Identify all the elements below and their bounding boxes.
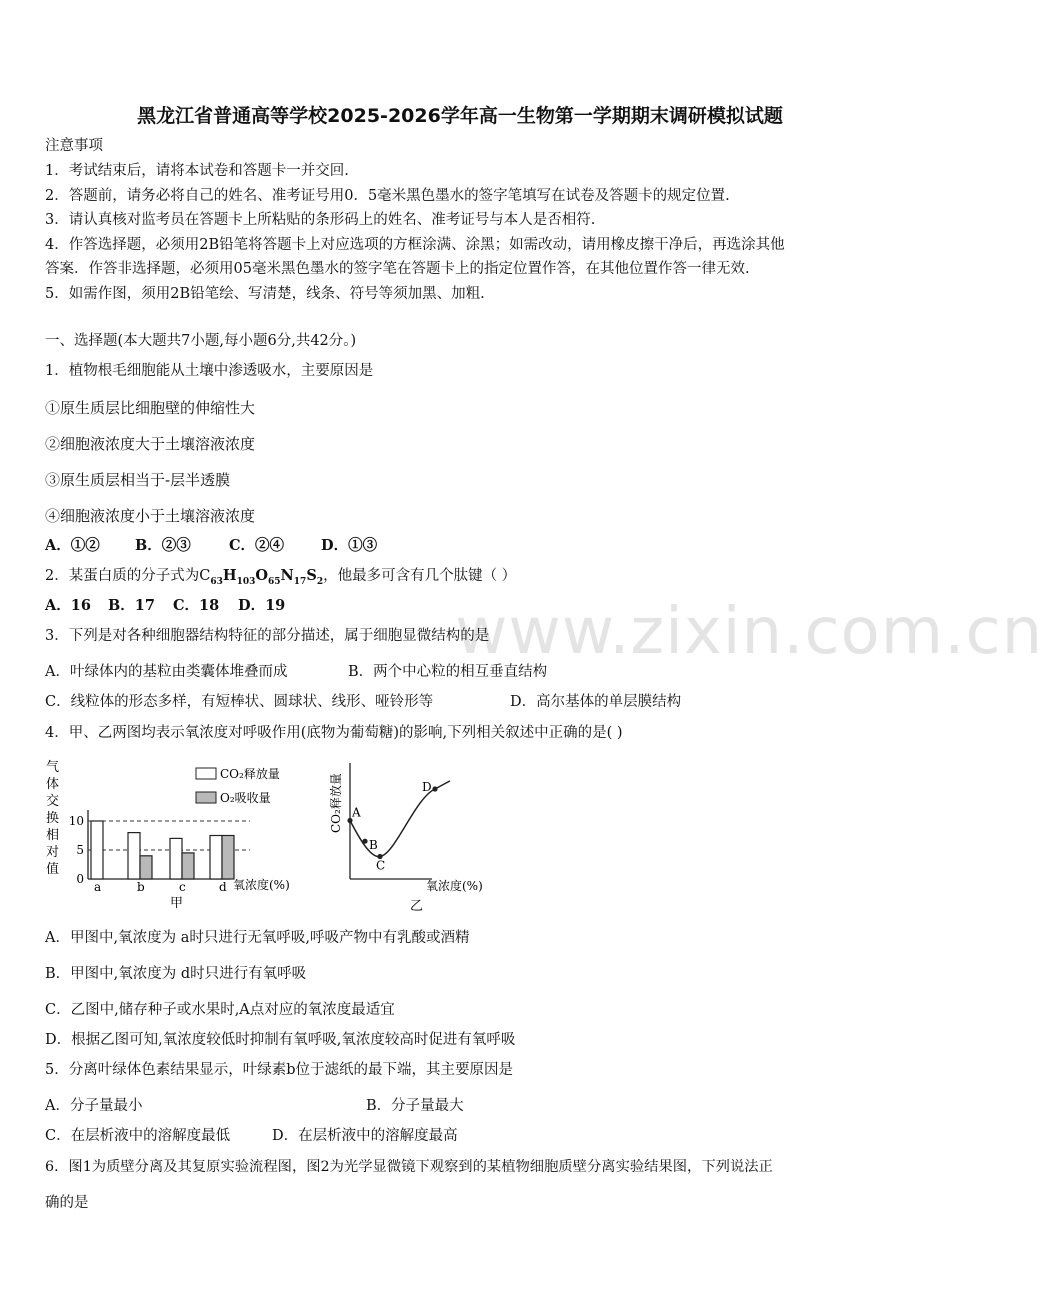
y-axis-label-char: 相 <box>46 828 60 843</box>
curve-line <box>350 781 450 857</box>
point-d <box>432 786 437 791</box>
bar-co2 <box>210 836 222 880</box>
option-c: C．18 <box>173 597 220 614</box>
option-c: C．线粒体的形态多样，有短棒状、圆球状、线形、哑铃形等 <box>45 694 434 710</box>
option-d: D．根据乙图可知,氧浓度较低时抑制有氧呼吸,氧浓度较高时促进有氧呼吸 <box>45 1032 516 1048</box>
y-axis-label-char: 换 <box>46 811 60 826</box>
x-axis-label: 氧浓度(%) <box>233 878 290 892</box>
notice-item: 2．答题前，请务必将自己的姓名、准考证号用0．5毫米黑色墨水的签字笔填写在试卷及答题卡的规定位置. <box>45 188 730 204</box>
option-a: A．甲图中,氧浓度为 a时只进行无氧呼吸,呼吸产物中有乳酸或酒精 <box>45 930 470 946</box>
notice-item: 答案．作答非选择题，必须用05毫米黑色墨水的签字笔在答题卡上的指定位置作答，在其他位置作答一律无效. <box>45 261 750 277</box>
chart-title: 甲 <box>170 896 184 911</box>
bar-co2 <box>170 838 182 879</box>
question-5-stem: 5．分离叶绿体色素结果显示，叶绿素b位于滤纸的最下端，其主要原因是 <box>45 1062 514 1078</box>
y-tick-label: 10 <box>68 814 84 828</box>
option-d: D．①③ <box>321 537 378 554</box>
page-title: 黑龙江省普通高等学校2025-2026学年高一生物第一学期期末调研模拟试题 <box>137 105 783 127</box>
bar-o2 <box>140 856 152 879</box>
y-axis-label-char: 对 <box>46 845 60 860</box>
notice-item: 1．考试结束后，请将本试卷和答题卡一并交回. <box>45 163 349 179</box>
x-axis-label: 氧浓度(%) <box>426 879 483 893</box>
legend-co2: CO₂释放量 <box>220 767 280 781</box>
legend-o2: O₂吸收量 <box>220 791 271 805</box>
question-2-stem: 2．某蛋白质的分子式为$C_{63}H_{103}O_{65}N_{17}S_2$，他最多可含有几个肽键（ ） <box>45 567 517 587</box>
statement-item: ①原生质层比细胞壁的伸缩性大 <box>45 399 256 417</box>
option-a: A．①② <box>45 537 100 554</box>
option-d: D．19 <box>238 597 286 614</box>
question-6-stem: 6．图1为质壁分离及其复原实验流程图，图2为光学显微镜下观察到的某植物细胞质壁分离实验结果图，下列说法正 <box>45 1159 773 1175</box>
option-b: B．②③ <box>135 537 191 554</box>
y-tick-label: 0 <box>76 872 84 886</box>
option-a: A．16 <box>45 597 91 614</box>
bar-co2 <box>91 821 103 879</box>
section-heading: 一、选择题(本大题共7小题,每小题6分,共42分。) <box>45 333 357 349</box>
bar-co2 <box>128 833 140 879</box>
option-a: A．叶绿体内的基粒由类囊体堆叠而成 <box>45 664 288 680</box>
chart-jia <box>40 755 310 917</box>
legend-swatch-co2 <box>196 768 216 779</box>
question-4-stem: 4．甲、乙两图均表示氧浓度对呼吸作用(底物为葡萄糖)的影响,下列相关叙述中正确的是( ) <box>45 725 623 741</box>
point-label: B <box>369 838 378 853</box>
statement-item: ④细胞液浓度小于土壤溶液浓度 <box>45 507 256 525</box>
notice-item: 5．如需作图，须用2B铅笔绘、写清楚，线条、符号等须加黑、加粗. <box>45 286 485 302</box>
option-b: B．两个中心粒的相互垂直结构 <box>348 664 548 680</box>
point-label: C <box>376 858 386 873</box>
option-b: B．17 <box>108 597 155 614</box>
statement-item: ②细胞液浓度大于土壤溶液浓度 <box>45 435 256 453</box>
option-b: B．甲图中,氧浓度为 d时只进行有氧呼吸 <box>45 966 307 982</box>
notice-item: 3．请认真核对监考员在答题卡上所粘贴的条形码上的姓名、准考证号与本人是否相符. <box>45 212 596 228</box>
point-b <box>362 839 367 844</box>
question-1-stem: 1．植物根毛细胞能从土壤中渗透吸水，主要原因是 <box>45 363 374 379</box>
statement-item: ③原生质层相当于-层半透膜 <box>45 471 231 489</box>
option-d: D．在层析液中的溶解度最高 <box>272 1128 458 1144</box>
option-d: D．高尔基体的单层膜结构 <box>510 694 682 710</box>
y-axis-label-char: 体 <box>46 777 60 792</box>
y-axis-label-char: 气 <box>46 760 60 775</box>
option-c: C．乙图中,储存种子或水果时,A点对应的氧浓度最适宜 <box>45 1002 395 1018</box>
x-tick-label: a <box>94 880 102 894</box>
option-b: B．分子量最大 <box>366 1098 464 1114</box>
notice-heading: 注意事项 <box>45 138 103 154</box>
y-axis-label-char: 值 <box>46 862 60 877</box>
question-3-stem: 3．下列是对各种细胞器结构特征的部分描述，属于细胞显微结构的是 <box>45 628 490 644</box>
x-tick-label: b <box>137 880 145 894</box>
option-a: A．分子量最小 <box>45 1098 143 1114</box>
watermark: www.zixin.com.cn <box>455 595 1043 669</box>
chart-yi <box>322 755 497 917</box>
bar-o2 <box>222 836 234 880</box>
point-label: A <box>352 805 361 820</box>
y-tick-label: 5 <box>76 843 84 857</box>
bar-o2 <box>182 853 194 879</box>
x-tick-label: d <box>219 880 227 894</box>
option-c: C．②④ <box>229 537 285 554</box>
question-6-stem-cont: 确的是 <box>45 1195 89 1211</box>
notice-item: 4．作答选择题，必须用2B铅笔将答题卡上对应选项的方框涂满、涂黑；如需改动，请用橡皮擦干净后，再选涂其他 <box>45 237 785 253</box>
option-c: C．在层析液中的溶解度最低 <box>45 1128 231 1144</box>
legend-swatch-o2 <box>196 792 216 803</box>
y-axis-label: CO₂释放量 <box>329 773 343 833</box>
y-axis-label-char: 交 <box>46 794 60 809</box>
chart-title: 乙 <box>410 899 424 914</box>
x-tick-label: c <box>179 880 186 894</box>
point-label: D <box>422 780 432 794</box>
